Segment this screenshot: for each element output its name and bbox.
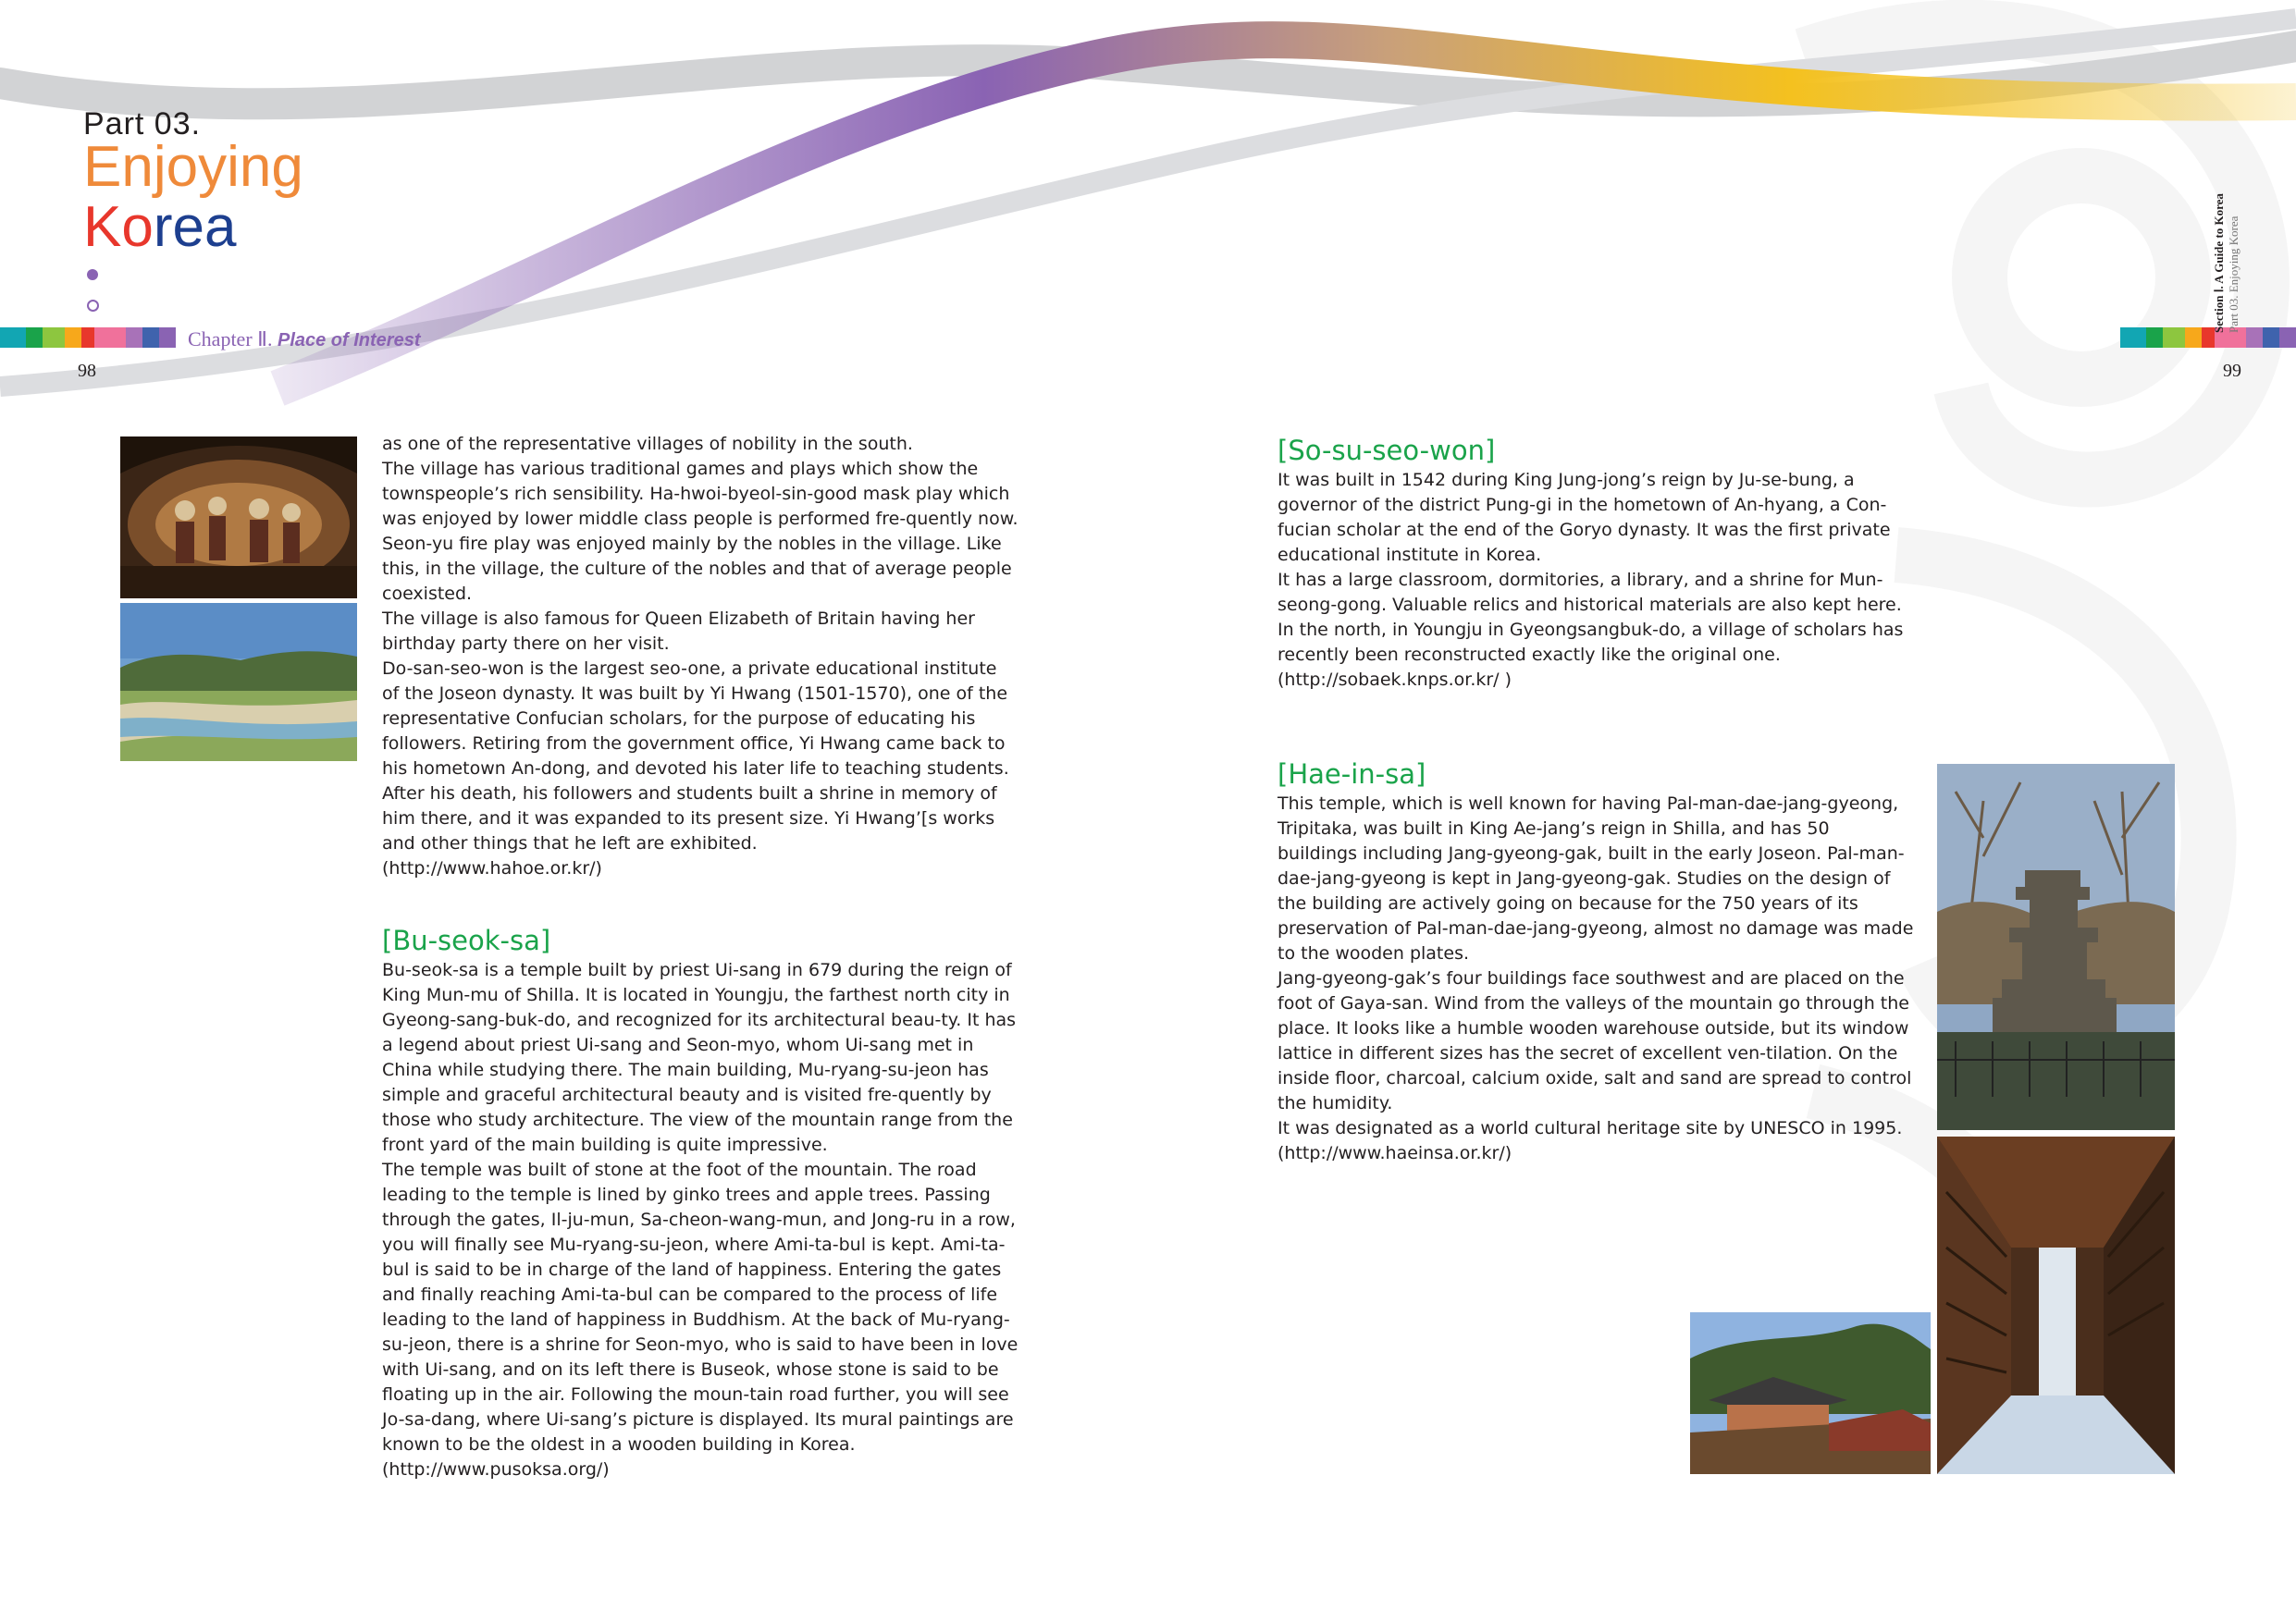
haeinsa-section xyxy=(1278,758,1914,1166)
haeinsa-heading: [Hae-in-sa] xyxy=(1278,758,1426,790)
paragraph: In the north, in Youngju in Gyeongsangbuk-do, a village of scholars has recently been reconstructed exactly like the original one. xyxy=(1278,620,1904,665)
color-bar-left xyxy=(0,327,176,348)
paragraph: It was built in 1542 during King Jung-jong’s reign by Ju-se-bung, a governor of the district Pung-gi in the hometown of An-hyang, a Con-fucian scholar at the end of the Goryo dynasty. It was the first private educational institute in Korea. xyxy=(1278,470,1891,565)
paragraph: This temple, which is well known for having Pal-man-dae-jang-gyeong, Tripitaka, was built in King Ae-jang’s reign in Shilla, and has 50 buildings including Jang-gyeong-gak, built in the early Joseon. Pal-man-dae-jang-gyeong is kept in Jang-gyeong-gak. Studies on the design of the building are actively going on because for the 750 years of its preservation of Pal-man-dae-jang-gyeong, almost no damage was made to the wooden plates. xyxy=(1278,793,1914,964)
paragraph: It was designated as a world cultural heritage site by UNESCO in 1995. xyxy=(1278,1118,1903,1138)
paragraph: as one of the representative villages of nobility in the south. xyxy=(382,434,913,454)
color-bar-right xyxy=(2120,327,2296,348)
chapter-heading xyxy=(188,327,421,351)
running-header xyxy=(2212,148,2243,333)
paragraph: Jang-gyeong-gak’s four buildings face southwest and are placed on the foot of Gaya-san. Wind from the valleys of the mountain go through the place. It looks like a humble wooden warehouse outside, but its window lattice in different sizes has the secret of excellent ven-tilation. On the inside floor, charcoal, calcium oxide, salt and sand are spread to control the humidity. xyxy=(1278,968,1912,1113)
page-title-line1: Enjoying xyxy=(83,135,303,199)
paragraph-url: (http://sobaek.knps.or.kr/ ) xyxy=(1278,670,1512,690)
sosuseowon-section xyxy=(1278,435,1914,693)
paragraph: The temple was built of stone at the foot of the mountain. The road leading to the temple is lined by ginko trees and apple trees. Passing through the gates, Il-ju-mun, Sa-cheon-wang-mun, and Jong-ru in a row, you will finally see Mu-ryang-su-jeon, where Ami-ta-bul is kept. Ami-ta-bul is said to be in charge of the land of happiness. Entering the gates and finally reaching Ami-ta-bul can be compared to the process of life leading to the land of happiness in Buddhism. At the back of Mu-ryang-su-jeon, there is a shrine for Seon-myo, who is said to have been in love with Ui-sang, and on its left there is Buseok, whose stone is said to be floating up in the air. Following the moun-tain road further, you will see Jo-sa-dang, where Ui-sang’s picture is displayed. Its mural paintings are known to be the oldest in a wooden building in Korea. (http://www.pusoksa.org/) xyxy=(382,1160,1018,1480)
mask-museum-photo xyxy=(120,436,357,598)
page-number-right: 99 xyxy=(2223,361,2241,381)
paragraph: The village is also famous for Queen Elizabeth of Britain having her birthday party there on her visit. xyxy=(382,609,975,654)
paragraph: Do-san-seo-won is the largest seo-one, a private educational institute of the Joseon dynasty. It was built by Yi Hwang (1501-1570), one of the representative Confucian scholars, for the purpose of educating his followers. Retiring from the government office, Yi Hwang came back to his hometown An-dong, and devoted his later life to teaching students. After his death, his followers and students built a shrine in memory of him there, and it was expanded to its present size. Yi Hwang’[s works and other things that he left are exhibited. xyxy=(382,658,1009,854)
paragraph-url: (http://www.haeinsa.or.kr/) xyxy=(1278,1143,1512,1163)
buseoksa-heading: [Bu-seok-sa] xyxy=(382,925,551,956)
buseoksa-section xyxy=(382,925,1018,1482)
title-red-part: Ko xyxy=(83,195,154,259)
stone-pagoda-photo xyxy=(1937,764,2175,1130)
page-title-line2 xyxy=(83,195,237,259)
paragraph: The village has various traditional games and plays which show the townspeople’s rich sensibility. Ha-hwoi-byeol-sin-good mask play which was enjoyed by lower middle class people is performed fre-quently now. Seon-yu fire play was enjoyed mainly by the nobles in the village. Like this, in the village, the culture of the nobles and that of average people coexisted. xyxy=(382,459,1018,604)
paragraph: It has a large classroom, dormitories, a library, and a shrine for Mun-seong-gong. Valuable relics and historical materials are also kept here. xyxy=(1278,570,1902,615)
running-header-text xyxy=(2212,193,2241,333)
page-number-left: 98 xyxy=(78,361,96,381)
tripitaka-hall-photo xyxy=(1937,1137,2175,1474)
temple-roofs-photo xyxy=(1690,1312,1931,1474)
part-label: Part 03. xyxy=(83,106,202,141)
left-intro-text xyxy=(382,432,1018,881)
chapter-prefix: Chapter Ⅱ. xyxy=(188,327,273,350)
running-header-section: Section Ⅰ. A Guide to Korea xyxy=(2212,193,2226,333)
running-header-part: Part 03. Enjoying Korea xyxy=(2227,215,2240,333)
river-landscape-photo xyxy=(120,603,357,761)
bullet-dot-filled xyxy=(87,269,98,280)
paragraph-url: (http://www.hahoe.or.kr/) xyxy=(382,858,602,879)
bullet-dot-hollow xyxy=(87,300,99,312)
paragraph: Bu-seok-sa is a temple built by priest Ui-sang in 679 during the reign of King Mun-mu of Shilla. It is located in Youngju, the farthest north city in Gyeong-sang-buk-do, and recognized for its architectural beau-ty. It has a legend about priest Ui-sang and Seon-myo, whom Ui-sang met in China while studying there. The main building, Mu-ryang-su-jeon has simple and graceful architectural beauty and is visited fre-quently by those who study architecture. The view of the mountain range from the front yard of the main building is quite impressive. xyxy=(382,960,1017,1155)
title-blue-part: rea xyxy=(153,195,237,259)
chapter-title: Place of Interest xyxy=(277,330,421,350)
sosuseowon-heading: [So-su-seo-won] xyxy=(1278,435,1496,466)
